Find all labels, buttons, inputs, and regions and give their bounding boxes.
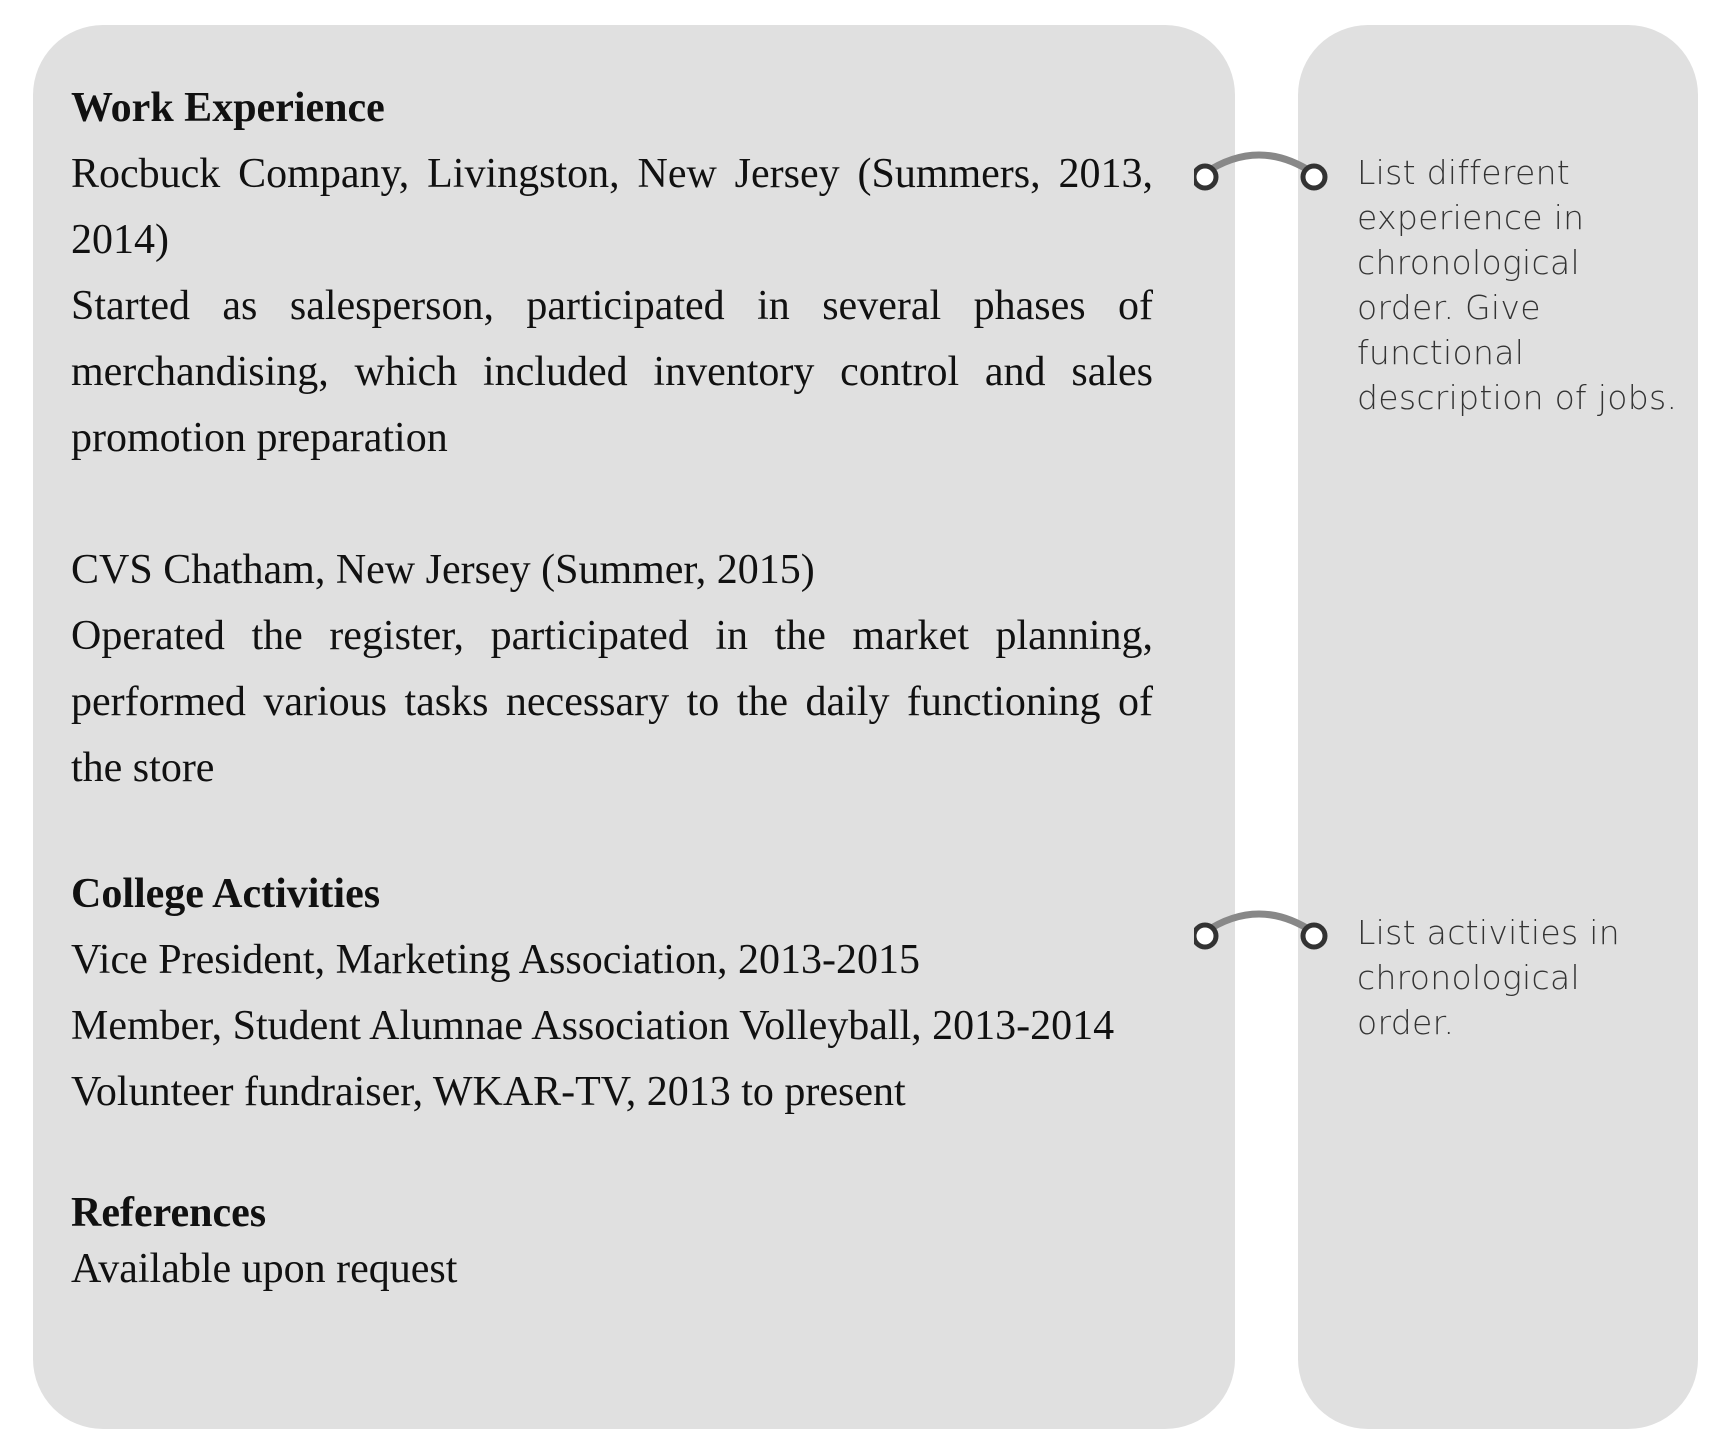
work-connector-icon (1194, 140, 1344, 210)
references-section (71, 1185, 1153, 1297)
references-heading: References (71, 1190, 267, 1236)
work-experience-heading: Work Experience (71, 85, 385, 131)
activity-item-3: Volunteer fundraiser, WKAR-TV, 2013 to present (71, 1069, 906, 1115)
job-employer-1: Rocbuck Company, Livingston, New Jersey (Summers, 2013, 2014) (71, 151, 1153, 263)
resume-content (71, 75, 1153, 1297)
job-description-1: Started as salesperson, participated in several phases of merchandising, which included inventory control and sales promotion preparation (71, 283, 1153, 461)
activity-item-2: Member, Student Alumnae Association Volleyball, 2013-2014 (71, 1003, 1115, 1049)
work-experience-section (71, 75, 1153, 801)
activities-note: List activities in chronological order. (1357, 913, 1620, 1042)
activity-item-1: Vice President, Marketing Association, 2013-2015 (71, 937, 921, 983)
work-experience-note: List different experience in chronological order. Give functional description of jobs. (1357, 153, 1678, 417)
college-activities-heading: College Activities (71, 871, 381, 917)
college-activities-section (71, 861, 1153, 1125)
job-employer-2: CVS Chatham, New Jersey (Summer, 2015) (71, 547, 815, 593)
references-text: Available upon request (71, 1246, 458, 1292)
activities-connector-icon (1194, 899, 1344, 969)
job-description-2: Operated the register, participated in the market planning, performed various tasks necessary to the daily functioning of the store (71, 613, 1153, 791)
